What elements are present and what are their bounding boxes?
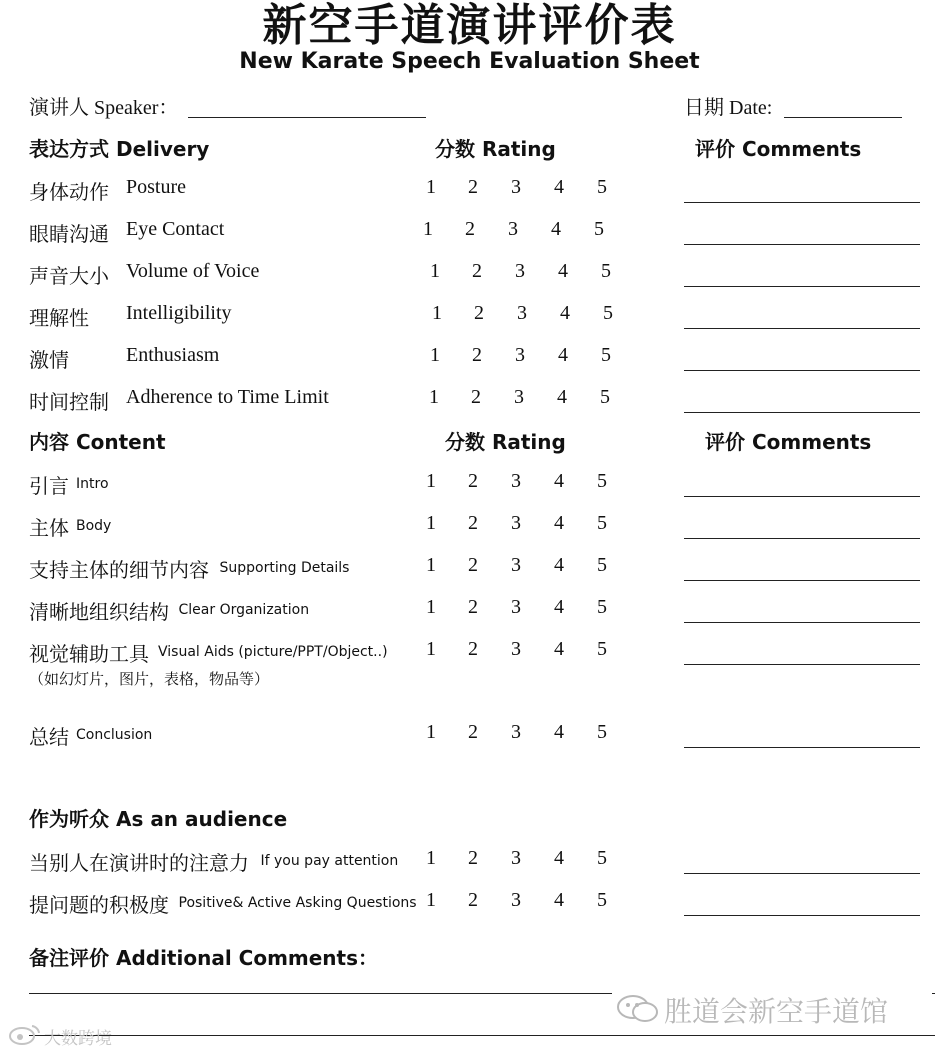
item-label-en: Positive& Active Asking Questions	[178, 895, 417, 911]
speaker-field[interactable]	[188, 117, 426, 118]
rating-option-1[interactable]: 1	[426, 889, 436, 911]
rating-option-5[interactable]: 5	[594, 218, 604, 240]
watermark-corner-text: 大数跨境	[44, 1029, 112, 1049]
rating-option-4[interactable]: 4	[558, 344, 568, 366]
comment-line[interactable]	[684, 244, 920, 245]
additional-heading-en: Additional Comments：	[115, 946, 379, 970]
rating-option-2[interactable]: 2	[468, 554, 478, 576]
item-label-en: Volume of Voice	[126, 260, 260, 282]
item-label-cn: 身体动作	[29, 180, 109, 204]
content-heading-en: Content	[75, 430, 166, 454]
rating-option-3[interactable]: 3	[511, 176, 521, 198]
rating-option-5[interactable]: 5	[597, 470, 607, 492]
rating-heading-en: Rating	[491, 430, 566, 454]
rating-option-5[interactable]: 5	[597, 638, 607, 660]
comments-heading-cn: 评价	[705, 430, 745, 454]
rating-option-2[interactable]: 2	[465, 218, 475, 240]
date-label: 日期 Date:	[684, 97, 773, 119]
item-label-cn: 理解性	[29, 306, 89, 330]
item-label-cn: 清晰地组织结构	[29, 600, 169, 624]
audience-heading	[29, 803, 287, 832]
rating-option-5[interactable]: 5	[597, 847, 607, 869]
title-english: New Karate Speech Evaluation Sheet	[239, 49, 700, 74]
item-label-cn: 视觉辅助工具	[29, 642, 149, 666]
chat-bubble-icon	[616, 994, 660, 1024]
rating-option-4[interactable]: 4	[554, 889, 564, 911]
rating-option-4[interactable]: 4	[554, 554, 564, 576]
rating-option-4[interactable]: 4	[554, 512, 564, 534]
comment-line[interactable]	[684, 538, 920, 539]
rating-heading-en: Rating	[481, 137, 556, 161]
content-heading	[29, 426, 166, 455]
comments-heading-en: Comments	[751, 430, 872, 454]
content-comments-heading	[705, 426, 871, 455]
rating-option-4[interactable]: 4	[554, 176, 564, 198]
item-label-en: Body	[76, 518, 112, 534]
item-label-en: Eye Contact	[126, 218, 225, 240]
rating-option-4[interactable]: 4	[558, 260, 568, 282]
comment-line[interactable]	[684, 412, 920, 413]
watermark-text: 胜道会新空手道馆	[664, 995, 889, 1028]
date-field[interactable]	[784, 117, 902, 118]
rating-option-1[interactable]: 1	[426, 470, 436, 492]
rating-option-3[interactable]: 3	[511, 638, 521, 660]
rating-option-2[interactable]: 2	[468, 847, 478, 869]
comment-line[interactable]	[684, 328, 920, 329]
rating-option-2[interactable]: 2	[468, 512, 478, 534]
rating-option-5[interactable]: 5	[597, 176, 607, 198]
item-label-en: Intro	[76, 476, 109, 492]
item-label-cn: 引言	[29, 474, 69, 498]
audience-heading-en: As an audience	[115, 807, 288, 831]
rating-option-2[interactable]: 2	[468, 721, 478, 743]
comments-heading-en: Comments	[741, 137, 862, 161]
comment-line[interactable]	[684, 873, 920, 874]
comment-line[interactable]	[684, 622, 920, 623]
rating-option-1[interactable]: 1	[423, 218, 433, 240]
rating-option-2[interactable]: 2	[468, 596, 478, 618]
rating-option-4[interactable]: 4	[551, 218, 561, 240]
rating-option-1[interactable]: 1	[426, 176, 436, 198]
rating-option-2[interactable]: 2	[468, 889, 478, 911]
rating-option-4[interactable]: 4	[554, 638, 564, 660]
item-label-cn: 眼睛沟通	[29, 222, 109, 246]
rating-option-2[interactable]: 2	[472, 260, 482, 282]
rating-option-4[interactable]: 4	[554, 470, 564, 492]
content-rating-heading	[445, 426, 566, 455]
rating-option-3[interactable]: 3	[511, 512, 521, 534]
item-label-en: Adherence to Time Limit	[126, 386, 329, 408]
comment-line[interactable]	[684, 496, 920, 497]
comment-line[interactable]	[684, 370, 920, 371]
delivery-heading	[29, 133, 209, 162]
rating-option-3[interactable]: 3	[517, 302, 527, 324]
rating-option-2[interactable]: 2	[468, 470, 478, 492]
rating-option-5[interactable]: 5	[601, 344, 611, 366]
rating-option-4[interactable]: 4	[554, 721, 564, 743]
rating-option-3[interactable]: 3	[511, 889, 521, 911]
rating-option-3[interactable]: 3	[511, 554, 521, 576]
audience-heading-cn: 作为听众	[29, 807, 109, 831]
weibo-icon	[8, 1022, 42, 1046]
item-label-cn: 当别人在演讲时的注意力	[29, 851, 249, 875]
rating-option-1[interactable]: 1	[426, 554, 436, 576]
rating-option-5[interactable]: 5	[600, 386, 610, 408]
delivery-heading-en: Delivery	[115, 137, 210, 161]
comments-heading-cn: 评价	[695, 137, 735, 161]
comment-line[interactable]	[684, 202, 920, 203]
additional-comments-heading	[29, 942, 378, 971]
rating-option-5[interactable]: 5	[603, 302, 613, 324]
rating-option-3[interactable]: 3	[515, 344, 525, 366]
rating-option-3[interactable]: 3	[515, 260, 525, 282]
rating-option-3[interactable]: 3	[514, 386, 524, 408]
comment-line[interactable]	[684, 286, 920, 287]
rating-option-5[interactable]: 5	[597, 596, 607, 618]
delivery-comments-heading	[695, 133, 861, 162]
rating-option-4[interactable]: 4	[554, 847, 564, 869]
item-label-en: Enthusiasm	[126, 344, 220, 366]
rating-option-5[interactable]: 5	[597, 889, 607, 911]
rating-heading-cn: 分数	[435, 137, 475, 161]
rating-option-1[interactable]: 1	[429, 386, 439, 408]
rating-option-3[interactable]: 3	[511, 596, 521, 618]
item-label-en: Intelligibility	[126, 302, 232, 324]
rating-option-1[interactable]: 1	[430, 260, 440, 282]
additional-heading-cn: 备注评价	[29, 946, 109, 970]
comment-line[interactable]	[684, 664, 920, 665]
item-label-cn: 主体	[29, 516, 69, 540]
rating-option-5[interactable]: 5	[601, 260, 611, 282]
rating-option-1[interactable]: 1	[426, 638, 436, 660]
rating-option-3[interactable]: 3	[511, 721, 521, 743]
item-label-cn: 支持主体的细节内容	[29, 558, 209, 582]
comment-line[interactable]	[684, 747, 920, 748]
rating-option-2[interactable]: 2	[471, 386, 481, 408]
rating-option-1[interactable]: 1	[430, 344, 440, 366]
rating-option-1[interactable]: 1	[426, 512, 436, 534]
content-heading-cn: 内容	[29, 430, 69, 454]
title-chinese: 新空手道演讲评价表	[262, 0, 677, 51]
item-label-cn: 总结	[29, 725, 69, 749]
rating-option-4[interactable]: 4	[554, 596, 564, 618]
rating-option-5[interactable]: 5	[597, 554, 607, 576]
rating-option-2[interactable]: 2	[468, 176, 478, 198]
rating-option-1[interactable]: 1	[426, 721, 436, 743]
item-label-en: Conclusion	[76, 727, 153, 743]
rating-option-3[interactable]: 3	[511, 470, 521, 492]
item-label-en: If you pay attention	[260, 853, 399, 869]
rating-option-3[interactable]: 3	[508, 218, 518, 240]
rating-option-4[interactable]: 4	[557, 386, 567, 408]
item-label-en: Clear Organization	[178, 602, 310, 618]
item-label-cn: 时间控制	[29, 390, 109, 414]
speaker-label: 演讲人 Speaker：	[29, 97, 179, 119]
comment-line[interactable]	[684, 580, 920, 581]
rating-option-1[interactable]: 1	[426, 596, 436, 618]
rating-option-5[interactable]: 5	[597, 721, 607, 743]
rating-option-5[interactable]: 5	[597, 512, 607, 534]
item-label-cn: 提问题的积极度	[29, 893, 169, 917]
rating-option-3[interactable]: 3	[511, 847, 521, 869]
item-label-en: Supporting Details	[219, 560, 350, 576]
rating-option-1[interactable]: 1	[426, 847, 436, 869]
rating-option-4[interactable]: 4	[560, 302, 570, 324]
item-label-en: Posture	[126, 176, 186, 198]
item-label-cn: 声音大小	[29, 264, 109, 288]
rating-option-2[interactable]: 2	[474, 302, 484, 324]
comment-line[interactable]	[684, 915, 920, 916]
rating-option-2[interactable]: 2	[468, 638, 478, 660]
rating-heading-cn: 分数	[445, 430, 485, 454]
item-note: （如幻灯片，图片，表格，物品等）	[29, 670, 270, 688]
item-label-en: Visual Aids (picture/PPT/Object..)	[158, 644, 388, 660]
item-label-cn: 激情	[29, 348, 69, 372]
delivery-heading-cn: 表达方式	[29, 137, 109, 161]
additional-comments-line-2[interactable]	[29, 1035, 935, 1036]
rating-option-2[interactable]: 2	[472, 344, 482, 366]
rating-option-1[interactable]: 1	[432, 302, 442, 324]
delivery-rating-heading	[435, 133, 556, 162]
